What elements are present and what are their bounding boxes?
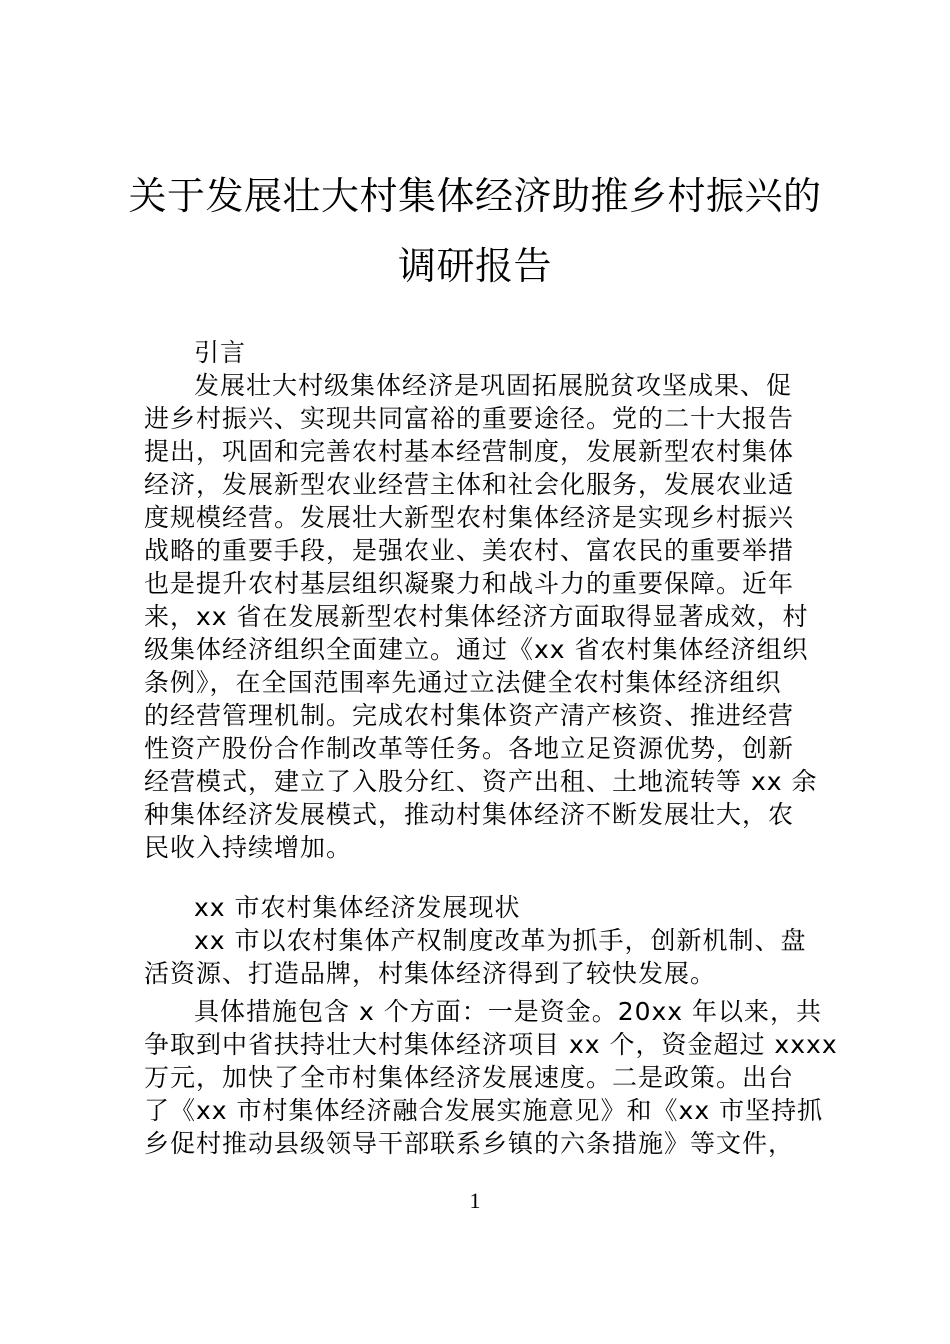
body-line: 度规模经营。发展壮大新型农村集体经济是实现乡村振兴	[144, 503, 795, 532]
body-line: 来，xx 省在发展新型农村集体经济方面取得显著成效，村	[144, 602, 809, 631]
body-line: 发展壮大村级集体经济是巩固拓展脱贫攻坚成果、促	[194, 371, 793, 400]
body-line: 万元，加快了全市村集体经济发展速度。二是政策。出台	[144, 1063, 795, 1092]
body-line: 的经营管理机制。完成农村集体资产清产核资、推进经营	[144, 701, 795, 730]
body-line: 经济，发展新型农业经营主体和社会化服务，发展农业适	[144, 470, 795, 499]
body-line: 进乡村振兴、实现共同富裕的重要途径。党的二十大报告	[144, 404, 795, 433]
body-line: 了《xx 市村集体经济融合发展实施意见》和《xx 市坚持抓	[144, 1096, 824, 1125]
body-line: 条例》，在全国范围率先通过立法健全农村集体经济组织	[144, 668, 782, 697]
document-title-line-2: 调研报告	[397, 244, 552, 288]
body-line: 种集体经济发展模式，推动村集体经济不断发展壮大，农	[144, 800, 795, 829]
body-line: 提出，巩固和完善农村基本经营制度，发展新型农村集体	[144, 437, 795, 466]
body-line: xx 市以农村集体产权制度改革为抓手，创新机制、盘	[194, 926, 807, 955]
body-line: 经营模式，建立了入股分红、资产出租、土地流转等 xx 余	[144, 767, 818, 796]
body-line: 民收入持续增加。	[144, 833, 353, 862]
section-heading-intro: 引言	[194, 338, 247, 367]
document-title-line-1: 关于发展壮大村集体经济助推乡村振兴的	[128, 174, 822, 218]
body-line: 具体措施包含 x 个方面：一是资金。20xx 年以来，共	[194, 997, 823, 1026]
body-line: 争取到中省扶持壮大村集体经济项目 xx 个，资金超过 xxxx	[144, 1030, 838, 1059]
section-heading-status: xx 市农村集体经济发展现状	[194, 893, 521, 922]
body-line: 战略的重要手段，是强农业、美农村、富农民的重要举措	[144, 536, 795, 565]
body-line: 活资源、打造品牌，村集体经济得到了较快发展。	[144, 959, 717, 988]
body-line: 级集体经济组织全面建立。通过《xx 省农村集体经济组织	[144, 635, 809, 664]
body-line: 也是提升农村基层组织凝聚力和战斗力的重要保障。近年	[144, 569, 795, 598]
body-line: 性资产股份合作制改革等任务。各地立足资源优势，创新	[144, 734, 795, 763]
body-line: 乡促村推动县级领导干部联系乡镇的六条措施》等文件，	[144, 1129, 795, 1158]
page-number: 1	[469, 1188, 481, 1213]
